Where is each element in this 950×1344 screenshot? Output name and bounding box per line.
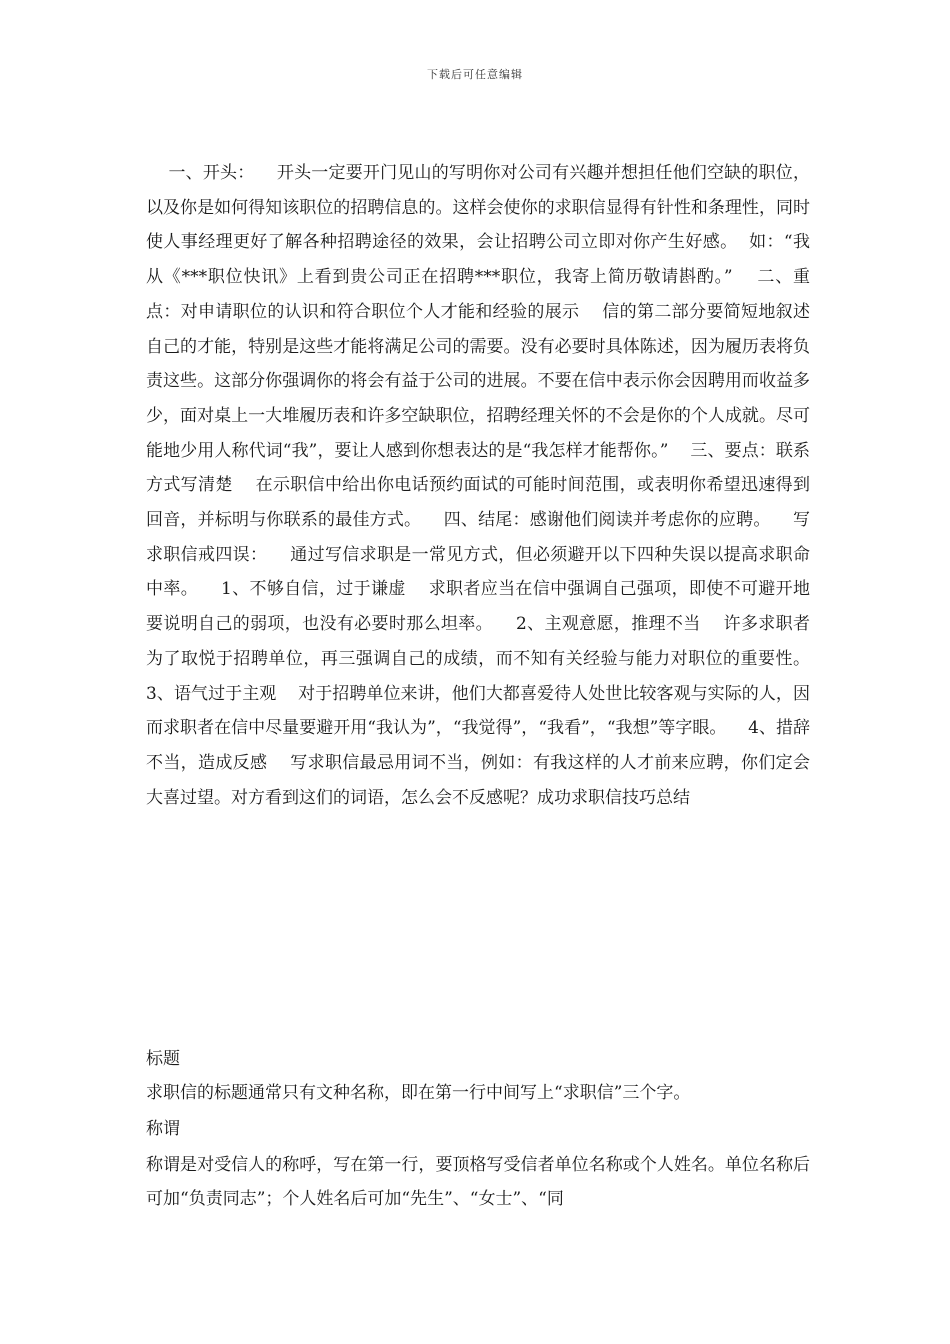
- section-heading-title: 标题: [146, 1049, 180, 1069]
- section-text-title: 求职信的标题通常只有文种名称，即在第一行中间写上“求职信”三个字。: [146, 1083, 691, 1103]
- section-text-salutation: 称谓是对受信人的称呼，写在第一行，要顶格写受信者单位名称或个人姓名。单位名称后可加“负责同志”；个人姓名后可加“先生”、“女士”、“同: [146, 1155, 810, 1209]
- header-note: 下载后可任意编辑: [427, 68, 523, 81]
- section-heading-salutation: 称谓: [146, 1119, 180, 1139]
- body-paragraph: 一、开头： 开头一定要开门见山的写明你对公司有兴趣并想担任他们空缺的职位，以及你是如何得知该职位的招聘信息的。这样会使你的求职信显得有针性和条理性，同时使人事经理更好了解各种招聘途径的效果，会让招聘公司立即对你产生好感。 如：“我从《***职位快讯》上看到贵公司正在招聘***职位，我寄上简历敬请斟酌。” 二、重点：对申请职位的认识和符合职位个人才能和经验的展示 信的第二部分要简短地叙述自己的才能，特别是这些才能将满足公司的需要。没有必要时具体陈述，因为履历表将负责这些。这部分你强调你的将会有益于公司的进展。不要在信中表示你会因聘用而收益多少，面对桌上一大堆履历表和许多空缺职位，招聘经理关怀的不会是你的个人成就。尽可能地少用人称代词“我”，要让人感到你想表达的是“我怎样才能帮你。” 三、要点：联系方式写清楚 在示职信中给出你电话预约面试的可能时间范围，或表明你希望迅速得到回音，并标明与你联系的最佳方式。 四、结尾：感谢他们阅读并考虑你的应聘。 写求职信戒四误： 通过写信求职是一常见方式，但必须避开以下四种失误以提高求职命中率。 1、不够自信，过于谦虚 求职者应当在信中强调自己强项，即使不可避开地要说明自己的弱项，也没有必要时那么坦率。 2、主观意愿，推理不当 许多求职者为了取悦于招聘单位，再三强调自己的成绩，而不知有关经验与能力对职位的重要性。 3、语气过于主观 对于招聘单位来讲，他们大都喜爱待人处世比较客观与实际的人，因而求职者在信中尽量要避开用“我认为”，“我觉得”，“我看”，“我想”等字眼。 4、措辞不当，造成反感 写求职信最忌用词不当，例如：有我这样的人才前来应聘，你们定会大喜过望。对方看到这们的词语，怎么会不反感呢？成功求职信技巧总结: [146, 163, 832, 808]
